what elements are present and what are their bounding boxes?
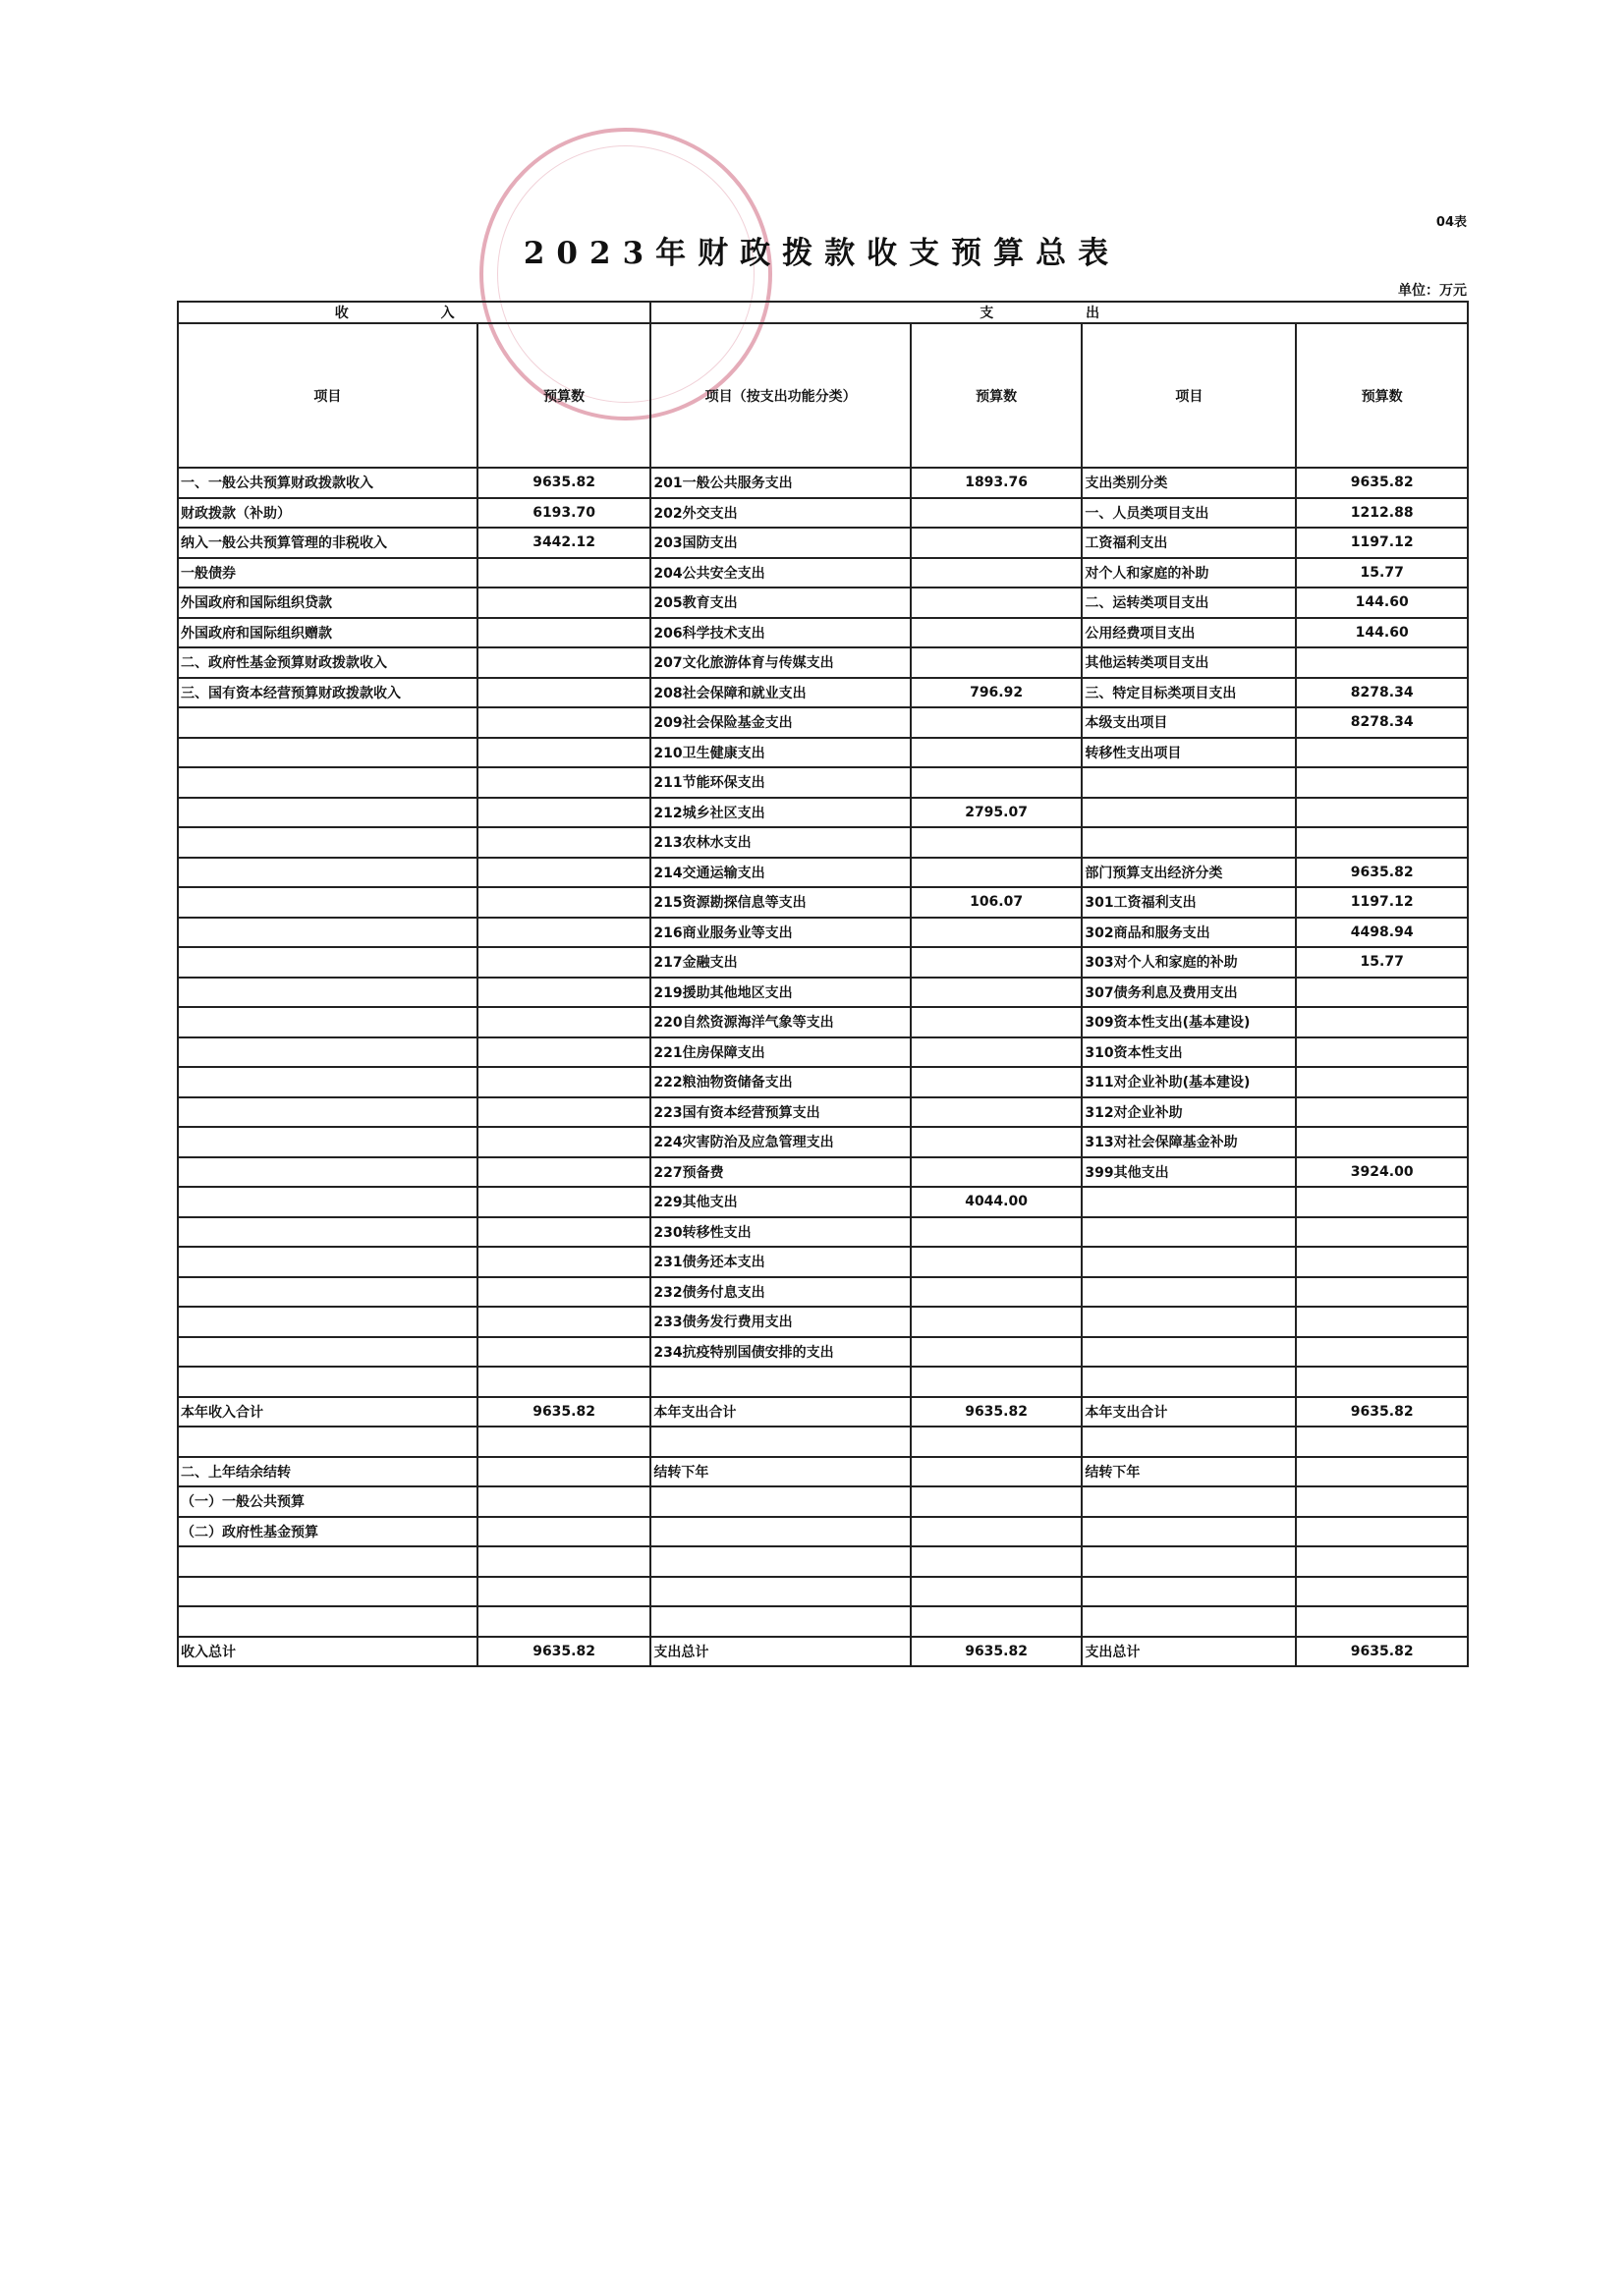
- category-budget-cell: 144.60: [1296, 618, 1468, 648]
- category-item-cell: 三、特定目标类项目支出: [1082, 678, 1296, 708]
- income-budget-cell: [477, 1307, 651, 1337]
- income-item-cell: [178, 738, 477, 768]
- income-item-cell: [178, 1606, 477, 1637]
- income-budget-cell: [477, 887, 651, 918]
- table-row: [178, 738, 1468, 768]
- income-budget-cell: [477, 1127, 651, 1157]
- func-item-cell: 212城乡社区支出: [650, 798, 910, 828]
- func-item-cell: 208社会保障和就业支出: [650, 678, 910, 708]
- func-budget-cell: [911, 1097, 1083, 1128]
- col-header-budget3: 预算数: [1296, 323, 1468, 468]
- category-budget-cell: 4498.94: [1296, 918, 1468, 948]
- income-item-cell: [178, 887, 477, 918]
- table-row: [178, 1247, 1468, 1277]
- income-budget-cell: [477, 1427, 651, 1457]
- category-item-cell: [1082, 1517, 1296, 1547]
- category-item-cell: [1082, 1337, 1296, 1368]
- category-budget-cell: 15.77: [1296, 558, 1468, 588]
- income-item-cell: [178, 1427, 477, 1457]
- table-row: [178, 978, 1468, 1008]
- table-row: [178, 528, 1468, 558]
- category-item-cell: 302商品和服务支出: [1082, 918, 1296, 948]
- func-item-cell: [650, 1577, 910, 1607]
- func-budget-cell: [911, 827, 1083, 858]
- income-item-cell: [178, 1127, 477, 1157]
- func-budget-cell: 9635.82: [911, 1637, 1083, 1667]
- func-item-cell: 230转移性支出: [650, 1217, 910, 1248]
- income-budget-cell: 9635.82: [477, 1637, 651, 1667]
- income-item-cell: [178, 1007, 477, 1037]
- income-budget-cell: [477, 1007, 651, 1037]
- category-budget-cell: [1296, 1427, 1468, 1457]
- expenditure-section-header: 支 出: [650, 302, 1468, 323]
- income-budget-cell: [477, 1577, 651, 1607]
- table-row: [178, 468, 1468, 498]
- func-item-cell: 215资源勘探信息等支出: [650, 887, 910, 918]
- func-budget-cell: [911, 1546, 1083, 1577]
- income-item-cell: [178, 1337, 477, 1368]
- income-budget-cell: [477, 647, 651, 678]
- table-row: [178, 1187, 1468, 1217]
- category-item-cell: 307债务利息及费用支出: [1082, 978, 1296, 1008]
- income-budget-cell: [477, 827, 651, 858]
- table-row: [178, 558, 1468, 588]
- income-item-cell: [178, 978, 477, 1008]
- func-item-cell: 214交通运输支出: [650, 858, 910, 888]
- func-budget-cell: 106.07: [911, 887, 1083, 918]
- income-budget-cell: [477, 738, 651, 768]
- page-title: 2023年财政拨款收支预算总表: [523, 236, 1121, 271]
- func-budget-cell: [911, 858, 1083, 888]
- func-item-cell: 231债务还本支出: [650, 1247, 910, 1277]
- func-budget-cell: [911, 558, 1083, 588]
- func-item-cell: 201一般公共服务支出: [650, 468, 910, 498]
- func-budget-cell: [911, 588, 1083, 618]
- category-budget-cell: 9635.82: [1296, 858, 1468, 888]
- table-row: [178, 798, 1468, 828]
- category-item-cell: 其他运转类项目支出: [1082, 647, 1296, 678]
- category-item-cell: 399其他支出: [1082, 1157, 1296, 1188]
- func-item-cell: 205教育支出: [650, 588, 910, 618]
- table-row: [178, 588, 1468, 618]
- category-item-cell: [1082, 1307, 1296, 1337]
- income-item-cell: [178, 947, 477, 978]
- income-budget-cell: [477, 1067, 651, 1097]
- func-item-cell: 223国有资本经营预算支出: [650, 1097, 910, 1128]
- income-section-header: 收 入: [178, 302, 650, 323]
- income-item-cell: [178, 1546, 477, 1577]
- income-item-cell: [178, 918, 477, 948]
- income-budget-cell: [477, 1337, 651, 1368]
- category-budget-cell: [1296, 1277, 1468, 1308]
- table-row: [178, 647, 1468, 678]
- income-budget-cell: 9635.82: [477, 1397, 651, 1427]
- category-budget-cell: [1296, 767, 1468, 798]
- func-budget-cell: [911, 1367, 1083, 1397]
- budget-summary-table: [177, 301, 1469, 1667]
- category-budget-cell: [1296, 1247, 1468, 1277]
- category-budget-cell: 144.60: [1296, 588, 1468, 618]
- table-row: [178, 1367, 1468, 1397]
- income-budget-cell: [477, 978, 651, 1008]
- income-item-cell: [178, 1277, 477, 1308]
- income-budget-cell: [477, 1277, 651, 1308]
- income-budget-cell: [477, 558, 651, 588]
- func-budget-cell: [911, 767, 1083, 798]
- category-budget-cell: [1296, 1307, 1468, 1337]
- category-item-cell: [1082, 1606, 1296, 1637]
- income-budget-cell: [477, 1486, 651, 1517]
- category-item-cell: 公用经费项目支出: [1082, 618, 1296, 648]
- col-header-budget2: 预算数: [911, 323, 1083, 468]
- category-budget-cell: [1296, 978, 1468, 1008]
- category-item-cell: [1082, 1577, 1296, 1607]
- func-budget-cell: [911, 918, 1083, 948]
- func-budget-cell: [911, 528, 1083, 558]
- col-header-item-func: 项目（按支出功能分类）: [650, 323, 910, 468]
- category-budget-cell: [1296, 647, 1468, 678]
- income-item-cell: [178, 827, 477, 858]
- category-item-cell: [1082, 767, 1296, 798]
- category-budget-cell: [1296, 1606, 1468, 1637]
- income-item-cell: [178, 1217, 477, 1248]
- income-item-cell: [178, 1577, 477, 1607]
- category-budget-cell: [1296, 1546, 1468, 1577]
- income-budget-cell: [477, 1247, 651, 1277]
- func-budget-cell: 9635.82: [911, 1397, 1083, 1427]
- func-budget-cell: [911, 498, 1083, 529]
- income-item-cell: （二）政府性基金预算: [178, 1517, 477, 1547]
- func-item-cell: 结转下年: [650, 1457, 910, 1487]
- income-item-cell: 本年收入合计: [178, 1397, 477, 1427]
- category-item-cell: 转移性支出项目: [1082, 738, 1296, 768]
- income-budget-cell: [477, 1187, 651, 1217]
- table-row: [178, 1127, 1468, 1157]
- table-row: [178, 1307, 1468, 1337]
- func-item-cell: 234抗疫特别国债安排的支出: [650, 1337, 910, 1368]
- table-row: [178, 1546, 1468, 1577]
- table-row: [178, 947, 1468, 978]
- income-budget-cell: [477, 1157, 651, 1188]
- col-header-budget: 预算数: [477, 323, 651, 468]
- income-budget-cell: [477, 1457, 651, 1487]
- table-row: [178, 1637, 1468, 1667]
- category-item-cell: 本级支出项目: [1082, 707, 1296, 738]
- func-item-cell: 217金融支出: [650, 947, 910, 978]
- category-item-cell: 312对企业补助: [1082, 1097, 1296, 1128]
- table-row: [178, 1577, 1468, 1607]
- income-item-cell: [178, 707, 477, 738]
- income-budget-cell: [477, 767, 651, 798]
- func-item-cell: 209社会保险基金支出: [650, 707, 910, 738]
- income-budget-cell: [477, 1606, 651, 1637]
- table-row: [178, 858, 1468, 888]
- income-item-cell: 外国政府和国际组织赠款: [178, 618, 477, 648]
- category-item-cell: 结转下年: [1082, 1457, 1296, 1487]
- category-budget-cell: 8278.34: [1296, 707, 1468, 738]
- category-budget-cell: 8278.34: [1296, 678, 1468, 708]
- income-budget-cell: [477, 798, 651, 828]
- income-budget-cell: 6193.70: [477, 498, 651, 529]
- func-budget-cell: 1893.76: [911, 468, 1083, 498]
- category-item-cell: 工资福利支出: [1082, 528, 1296, 558]
- func-item-cell: [650, 1546, 910, 1577]
- func-item-cell: 233债务发行费用支出: [650, 1307, 910, 1337]
- income-item-cell: 外国政府和国际组织贷款: [178, 588, 477, 618]
- table-row: [178, 1067, 1468, 1097]
- category-budget-cell: [1296, 1217, 1468, 1248]
- func-item-cell: 221住房保障支出: [650, 1037, 910, 1068]
- category-item-cell: 301工资福利支出: [1082, 887, 1296, 918]
- category-budget-cell: [1296, 1007, 1468, 1037]
- category-item-cell: [1082, 1546, 1296, 1577]
- income-budget-cell: [477, 588, 651, 618]
- table-row: [178, 887, 1468, 918]
- income-item-cell: 二、上年结余结转: [178, 1457, 477, 1487]
- table-row: [178, 1007, 1468, 1037]
- func-item-cell: 216商业服务业等支出: [650, 918, 910, 948]
- func-budget-cell: 4044.00: [911, 1187, 1083, 1217]
- category-item-cell: 本年支出合计: [1082, 1397, 1296, 1427]
- income-item-cell: [178, 798, 477, 828]
- income-item-cell: 一般债券: [178, 558, 477, 588]
- category-budget-cell: [1296, 1457, 1468, 1487]
- income-item-cell: [178, 1157, 477, 1188]
- func-budget-cell: [911, 978, 1083, 1008]
- unit-label: 单位：万元: [1398, 283, 1467, 299]
- func-budget-cell: [911, 1457, 1083, 1487]
- table-row: [178, 1097, 1468, 1128]
- category-budget-cell: [1296, 1037, 1468, 1068]
- table-row: [178, 1397, 1468, 1427]
- func-budget-cell: [911, 1277, 1083, 1308]
- table-row: [178, 1217, 1468, 1248]
- category-budget-cell: 9635.82: [1296, 1397, 1468, 1427]
- category-item-cell: [1082, 1277, 1296, 1308]
- func-budget-cell: 796.92: [911, 678, 1083, 708]
- func-budget-cell: [911, 1307, 1083, 1337]
- func-budget-cell: [911, 1157, 1083, 1188]
- income-item-cell: （一）一般公共预算: [178, 1486, 477, 1517]
- func-item-cell: [650, 1517, 910, 1547]
- func-item-cell: 204公共安全支出: [650, 558, 910, 588]
- table-row: [178, 498, 1468, 529]
- income-budget-cell: [477, 1037, 651, 1068]
- income-item-cell: [178, 1367, 477, 1397]
- func-budget-cell: [911, 1337, 1083, 1368]
- category-item-cell: 支出类别分类: [1082, 468, 1296, 498]
- func-item-cell: 支出总计: [650, 1637, 910, 1667]
- func-item-cell: [650, 1427, 910, 1457]
- col-header-item3: 项目: [1082, 323, 1296, 468]
- table-row: [178, 707, 1468, 738]
- income-budget-cell: [477, 1097, 651, 1128]
- table-row: [178, 618, 1468, 648]
- income-budget-cell: [477, 918, 651, 948]
- table-body: [178, 302, 1468, 1666]
- income-item-cell: 财政拨款（补助）: [178, 498, 477, 529]
- category-budget-cell: 1212.88: [1296, 498, 1468, 529]
- func-item-cell: 213农林水支出: [650, 827, 910, 858]
- category-item-cell: [1082, 1427, 1296, 1457]
- income-item-cell: [178, 858, 477, 888]
- income-item-cell: [178, 1247, 477, 1277]
- category-item-cell: 部门预算支出经济分类: [1082, 858, 1296, 888]
- income-budget-cell: 9635.82: [477, 468, 651, 498]
- func-item-cell: 206科学技术支出: [650, 618, 910, 648]
- category-budget-cell: [1296, 1187, 1468, 1217]
- table-row: [178, 1037, 1468, 1068]
- func-budget-cell: [911, 1127, 1083, 1157]
- func-item-cell: 219援助其他地区支出: [650, 978, 910, 1008]
- category-item-cell: [1082, 1187, 1296, 1217]
- category-item-cell: 310资本性支出: [1082, 1037, 1296, 1068]
- category-budget-cell: [1296, 1127, 1468, 1157]
- table-row: [178, 918, 1468, 948]
- income-budget-cell: [477, 678, 651, 708]
- table-row: [178, 1517, 1468, 1547]
- form-code: 04表: [1435, 215, 1467, 230]
- func-item-cell: 203国防支出: [650, 528, 910, 558]
- func-budget-cell: [911, 1217, 1083, 1248]
- income-item-cell: [178, 1037, 477, 1068]
- category-item-cell: [1082, 1217, 1296, 1248]
- category-item-cell: 一、人员类项目支出: [1082, 498, 1296, 529]
- income-budget-cell: [477, 1517, 651, 1547]
- func-item-cell: 224灾害防治及应急管理支出: [650, 1127, 910, 1157]
- func-item-cell: 202外交支出: [650, 498, 910, 529]
- category-budget-cell: [1296, 1517, 1468, 1547]
- table-row: [178, 678, 1468, 708]
- func-budget-cell: 2795.07: [911, 798, 1083, 828]
- table-row: [178, 1337, 1468, 1368]
- category-item-cell: [1082, 1367, 1296, 1397]
- income-budget-cell: [477, 707, 651, 738]
- category-budget-cell: 15.77: [1296, 947, 1468, 978]
- func-budget-cell: [911, 1577, 1083, 1607]
- table-row: [178, 1277, 1468, 1308]
- func-item-cell: 227预备费: [650, 1157, 910, 1188]
- category-budget-cell: [1296, 1067, 1468, 1097]
- category-item-cell: 311对企业补助(基本建设): [1082, 1067, 1296, 1097]
- func-item-cell: 220自然资源海洋气象等支出: [650, 1007, 910, 1037]
- income-budget-cell: [477, 1546, 651, 1577]
- category-budget-cell: 9635.82: [1296, 468, 1468, 498]
- column-header-row: [178, 323, 1468, 468]
- category-item-cell: 对个人和家庭的补助: [1082, 558, 1296, 588]
- func-budget-cell: [911, 1427, 1083, 1457]
- income-budget-cell: [477, 858, 651, 888]
- income-item-cell: 二、政府性基金预算财政拨款收入: [178, 647, 477, 678]
- income-item-cell: [178, 1067, 477, 1097]
- income-item-cell: [178, 767, 477, 798]
- func-item-cell: 207文化旅游体育与传媒支出: [650, 647, 910, 678]
- func-budget-cell: [911, 1247, 1083, 1277]
- category-budget-cell: 3924.00: [1296, 1157, 1468, 1188]
- income-item-cell: [178, 1307, 477, 1337]
- category-item-cell: 支出总计: [1082, 1637, 1296, 1667]
- income-item-cell: 收入总计: [178, 1637, 477, 1667]
- func-budget-cell: [911, 1067, 1083, 1097]
- category-budget-cell: [1296, 1486, 1468, 1517]
- category-item-cell: 309资本性支出(基本建设): [1082, 1007, 1296, 1037]
- func-item-cell: [650, 1367, 910, 1397]
- table-row: [178, 1486, 1468, 1517]
- category-item-cell: [1082, 1247, 1296, 1277]
- category-budget-cell: [1296, 1097, 1468, 1128]
- category-item-cell: [1082, 798, 1296, 828]
- income-item-cell: [178, 1097, 477, 1128]
- category-budget-cell: [1296, 1577, 1468, 1607]
- category-item-cell: 303对个人和家庭的补助: [1082, 947, 1296, 978]
- income-item-cell: [178, 1187, 477, 1217]
- category-item-cell: [1082, 827, 1296, 858]
- income-budget-cell: [477, 1367, 651, 1397]
- table-row: [178, 1606, 1468, 1637]
- func-budget-cell: [911, 618, 1083, 648]
- func-item-cell: 211节能环保支出: [650, 767, 910, 798]
- func-item-cell: 本年支出合计: [650, 1397, 910, 1427]
- col-header-item: 项目: [178, 323, 477, 468]
- func-budget-cell: [911, 738, 1083, 768]
- category-item-cell: 313对社会保障基金补助: [1082, 1127, 1296, 1157]
- category-budget-cell: 1197.12: [1296, 887, 1468, 918]
- func-item-cell: 232债务付息支出: [650, 1277, 910, 1308]
- table-row: [178, 1457, 1468, 1487]
- func-budget-cell: [911, 1007, 1083, 1037]
- income-budget-cell: 3442.12: [477, 528, 651, 558]
- category-budget-cell: [1296, 738, 1468, 768]
- category-item-cell: 二、运转类项目支出: [1082, 588, 1296, 618]
- category-budget-cell: 1197.12: [1296, 528, 1468, 558]
- func-budget-cell: [911, 1486, 1083, 1517]
- func-budget-cell: [911, 1606, 1083, 1637]
- func-budget-cell: [911, 707, 1083, 738]
- func-budget-cell: [911, 647, 1083, 678]
- func-budget-cell: [911, 1037, 1083, 1068]
- income-item-cell: 纳入一般公共预算管理的非税收入: [178, 528, 477, 558]
- func-budget-cell: [911, 947, 1083, 978]
- table-row: [178, 767, 1468, 798]
- table-row: [178, 1157, 1468, 1188]
- category-budget-cell: [1296, 798, 1468, 828]
- income-budget-cell: [477, 947, 651, 978]
- income-budget-cell: [477, 1217, 651, 1248]
- income-item-cell: 一、一般公共预算财政拨款收入: [178, 468, 477, 498]
- table-row: [178, 827, 1468, 858]
- func-item-cell: [650, 1486, 910, 1517]
- category-budget-cell: [1296, 1367, 1468, 1397]
- income-budget-cell: [477, 618, 651, 648]
- category-budget-cell: 9635.82: [1296, 1637, 1468, 1667]
- category-budget-cell: [1296, 1337, 1468, 1368]
- income-item-cell: 三、国有资本经营预算财政拨款收入: [178, 678, 477, 708]
- category-budget-cell: [1296, 827, 1468, 858]
- func-budget-cell: [911, 1517, 1083, 1547]
- func-item-cell: 210卫生健康支出: [650, 738, 910, 768]
- func-item-cell: 222粮油物资储备支出: [650, 1067, 910, 1097]
- func-item-cell: 229其他支出: [650, 1187, 910, 1217]
- table-row: [178, 1427, 1468, 1457]
- section-header-row: [178, 302, 1468, 323]
- func-item-cell: [650, 1606, 910, 1637]
- category-item-cell: [1082, 1486, 1296, 1517]
